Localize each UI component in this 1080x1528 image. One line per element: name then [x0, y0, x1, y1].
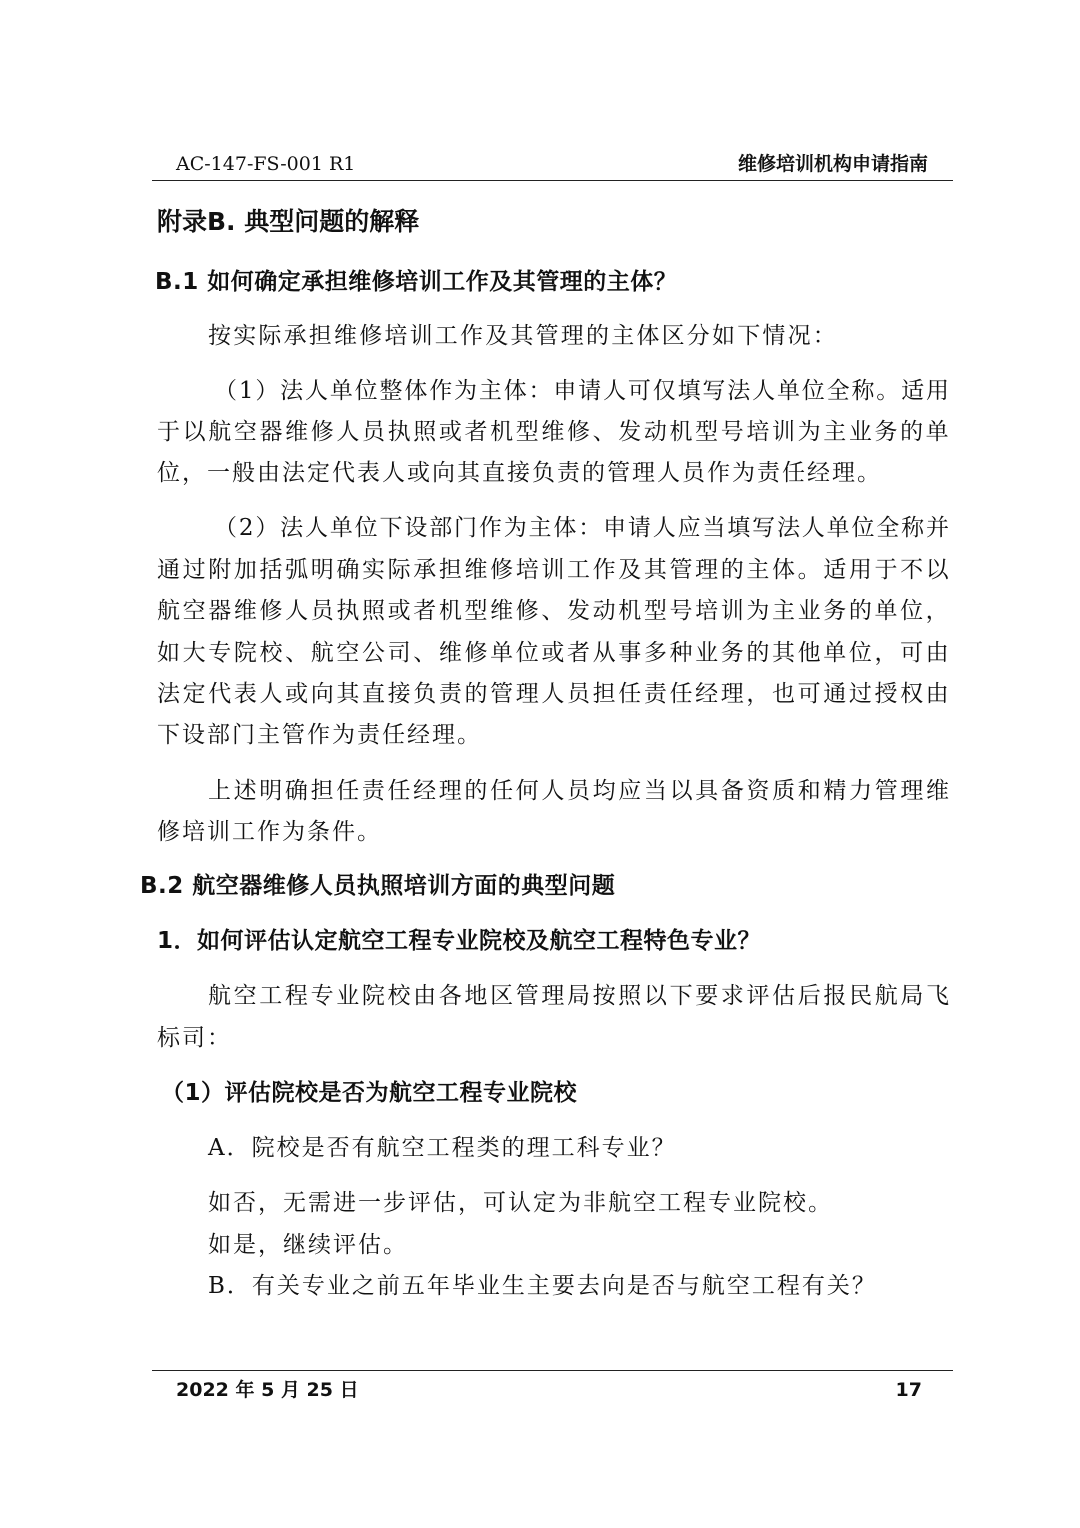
- question-1-title: 1．如何评估认定航空工程专业院校及航空工程特色专业？: [157, 928, 762, 954]
- b1-case2-line: 法定代表人或向其直接负责的管理人员担任责任经理，也可通过授权由: [157, 681, 949, 707]
- sub-1-title: （1）评估院校是否为航空工程专业院校: [161, 1080, 578, 1106]
- b1-case1-line: 位，一般由法定代表人或向其直接负责的管理人员作为责任经理。: [157, 460, 882, 486]
- page-number: 17: [895, 1379, 922, 1401]
- item-a: A．院校是否有航空工程类的理工科专业？: [208, 1135, 677, 1161]
- b1-case2-line: 航空器维修人员执照或者机型维修、发动机型号培训为主业务的单位，: [157, 598, 949, 624]
- if-no-text: 如否，无需进一步评估，可认定为非航空工程专业院校。: [208, 1190, 833, 1216]
- footer-date: 2022 年 5 月 25 日: [176, 1379, 359, 1401]
- section-b2-title: B.2 航空器维修人员执照培训方面的典型问题: [140, 873, 616, 899]
- header-doc-id: AC-147-FS-001 R1: [176, 153, 356, 175]
- if-yes-text: 如是，继续评估。: [208, 1232, 408, 1258]
- q1-body-line: 航空工程专业院校由各地区管理局按照以下要求评估后报民航局飞: [208, 983, 949, 1009]
- b1-case1-line: 于以航空器维修人员执照或者机型维修、发动机型号培训为主业务的单: [157, 419, 949, 445]
- b1-case2-line: 通过附加括弧明确实际承担维修培训工作及其管理的主体。适用于不以: [157, 557, 949, 583]
- header-rule: [152, 180, 953, 181]
- b1-case2-line: 如大专院校、航空公司、维修单位或者从事多种业务的其他单位，可由: [157, 640, 949, 666]
- b1-note-line: 修培训工作为条件。: [157, 819, 382, 845]
- header-title: 维修培训机构申请指南: [737, 153, 928, 175]
- q1-body-line: 标司：: [157, 1025, 232, 1051]
- b1-note-line: 上述明确担任责任经理的任何人员均应当以具备资质和精力管理维: [208, 778, 949, 804]
- appendix-title: 附录B. 典型问题的解释: [157, 207, 420, 236]
- section-b1-title: B.1 如何确定承担维修培训工作及其管理的主体？: [155, 269, 678, 295]
- b1-case1-line: （1）法人单位整体作为主体：申请人可仅填写法人单位全称。适用: [214, 378, 949, 404]
- b1-intro: 按实际承担维修培训工作及其管理的主体区分如下情况：: [208, 323, 838, 349]
- item-b: B．有关专业之前五年毕业生主要去向是否与航空工程有关？: [208, 1273, 877, 1299]
- b1-case2-line: （2）法人单位下设部门作为主体：申请人应当填写法人单位全称并: [214, 515, 949, 541]
- b1-case2-line: 下设部门主管作为责任经理。: [157, 722, 482, 748]
- footer-rule: [152, 1370, 953, 1371]
